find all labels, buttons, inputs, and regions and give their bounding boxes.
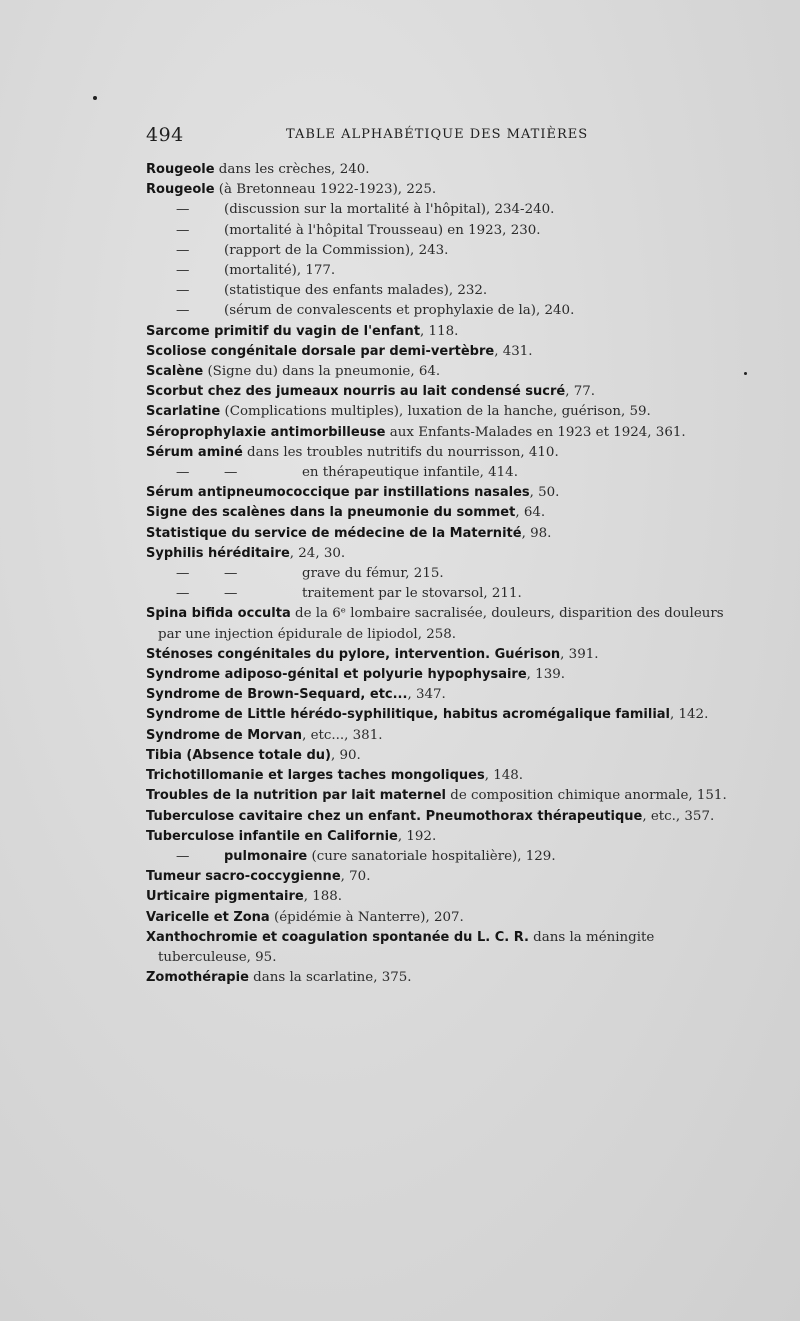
index-entry xyxy=(146,342,730,362)
entry-text: , 431. xyxy=(494,343,533,359)
entry-text: (à Bretonneau 1922-1923), 225. xyxy=(214,182,437,198)
entry-text: aux Enfants-Malades en 1923 et 1924, 361. xyxy=(385,424,686,440)
entry-keyword: Trichotillomanie et larges taches mongoliques xyxy=(146,768,485,784)
index-entry xyxy=(146,746,730,766)
index-entry xyxy=(146,685,730,705)
index-entry xyxy=(146,180,730,200)
index-entry xyxy=(146,322,730,342)
entry-keyword: Zomothérapie xyxy=(146,970,249,986)
entry-text: , 347. xyxy=(407,687,446,703)
index-entry xyxy=(146,887,730,907)
entry-keyword: Sérum antipneumococcique par instillations nasales xyxy=(146,485,530,501)
entry-text: , 391. xyxy=(560,646,599,662)
index-entry xyxy=(146,423,730,443)
entry-keyword: Scorbut chez des jumeaux nourris au lait condensé sucré xyxy=(146,384,566,400)
entry-text: , 192. xyxy=(397,828,437,844)
running-title: TABLE ALPHABÉTIQUE DES MATIÈRES xyxy=(286,127,589,142)
entry-keyword: Scalène xyxy=(146,364,204,380)
entry-keyword: Scarlatine xyxy=(146,404,221,420)
entry-text: , 90. xyxy=(330,747,361,763)
index-entry xyxy=(146,908,730,928)
entry-text: , 139. xyxy=(526,667,565,683)
ditto-dash: — xyxy=(176,242,190,258)
index-entry xyxy=(146,524,730,544)
entry-keyword: Rougeole xyxy=(146,182,215,198)
print-speck xyxy=(744,372,747,375)
index-entry xyxy=(146,604,730,644)
entry-text: (mortalité), 177. xyxy=(224,263,336,279)
index-entry xyxy=(146,827,730,847)
entry-text: (Complications multiples), luxation de la hanche, guérison, 59. xyxy=(220,404,651,420)
entry-keyword: Varicelle et Zona xyxy=(146,909,270,925)
entry-text: , 24, 30. xyxy=(289,545,346,561)
entry-text: dans les troubles nutritifs du nourrisson, 410. xyxy=(242,444,559,460)
index-entry xyxy=(146,968,730,988)
entry-text: dans les crèches, 240. xyxy=(214,162,370,177)
entry-keyword: Tuberculose infantile en Californie xyxy=(146,828,398,844)
index-entry xyxy=(146,544,730,564)
entry-keyword: Séroprophylaxie antimorbilleuse xyxy=(146,424,386,440)
entry-keyword: Signe des scalènes dans la pneumonie du sommet xyxy=(146,505,516,521)
index-entry xyxy=(146,200,730,220)
index-entry xyxy=(146,705,730,725)
index-entry xyxy=(146,382,730,402)
entry-text: en thérapeutique infantile, 414. xyxy=(302,465,518,481)
ditto-dash: — xyxy=(176,283,190,299)
index-entry xyxy=(146,766,730,786)
entry-keyword: Syphilis héréditaire xyxy=(146,545,290,561)
entry-keyword: Tuberculose cavitaire chez un enfant. Pneumothorax thérapeutique xyxy=(146,808,643,824)
entry-text: , etc., 357. xyxy=(642,808,715,824)
entry-keyword: Sérum aminé xyxy=(146,444,243,460)
index-entry xyxy=(146,564,730,584)
index-entry xyxy=(146,665,730,685)
index-entry xyxy=(146,503,730,523)
entry-text: , 77. xyxy=(565,384,596,400)
ditto-dash: — xyxy=(176,465,190,481)
entry-text: dans la scarlatine, 375. xyxy=(248,970,412,986)
ditto-dash: — xyxy=(176,202,190,218)
entry-keyword: Urticaire pigmentaire xyxy=(146,889,304,905)
entry-keyword: Xanthochromie et coagulation spontanée du L. C. R. xyxy=(146,929,529,945)
entry-text: dans la méningite tuberculeuse, 95. xyxy=(158,929,655,965)
ditto-dash: — xyxy=(176,566,190,582)
entry-text: grave du fémur, 215. xyxy=(302,566,444,582)
entry-text: (épidémie à Nanterre), 207. xyxy=(269,909,464,925)
entry-keyword: Scoliose congénitale dorsale par demi-vertèbre xyxy=(146,343,495,359)
entry-keyword: Sarcome primitif du vagin de l'enfant xyxy=(146,323,421,339)
entry-keyword: Sténoses congénitales du pylore, intervention. Guérison xyxy=(146,646,561,662)
entry-text: , 64. xyxy=(515,505,546,521)
index-entry xyxy=(146,786,730,806)
index-entry xyxy=(146,402,730,422)
entry-keyword: Syndrome de Brown-Sequard, etc... xyxy=(146,687,408,703)
index-entry xyxy=(146,867,730,887)
index-entry xyxy=(146,160,730,180)
entry-text: (mortalité à l'hôpital Trousseau) en 1923, 230. xyxy=(224,222,541,238)
page-header xyxy=(146,124,726,146)
entry-text: , 50. xyxy=(529,485,560,501)
entry-keyword: Syndrome adiposo-génital et polyurie hypophysaire xyxy=(146,667,527,683)
index-entry xyxy=(146,463,730,483)
index-entry xyxy=(146,362,730,382)
entry-text: de composition chimique anormale, 151. xyxy=(445,788,727,804)
entry-text: , 118. xyxy=(420,323,459,339)
entry-text: (sérum de convalescents et prophylaxie de la), 240. xyxy=(224,303,575,319)
entry-text: , 142. xyxy=(670,707,709,723)
entry-keyword: Syndrome de Morvan xyxy=(146,727,303,743)
ditto-dash: — xyxy=(224,586,238,602)
index-entry xyxy=(146,584,730,604)
entry-text: (rapport de la Commission), 243. xyxy=(224,242,449,258)
entry-keyword: pulmonaire xyxy=(224,848,308,864)
entry-text: (cure sanatoriale hospitalière), 129. xyxy=(307,848,556,864)
entry-text: traitement par le stovarsol, 211. xyxy=(302,586,522,602)
index-entry xyxy=(146,645,730,665)
entry-keyword: Rougeole xyxy=(146,162,215,177)
entry-text: (discussion sur la mortalité à l'hôpital), 234-240. xyxy=(224,202,555,218)
index-entry xyxy=(146,726,730,746)
index-entry xyxy=(146,483,730,503)
entry-keyword: Tumeur sacro-coccygienne xyxy=(146,869,341,885)
index-entry xyxy=(146,221,730,241)
entry-keyword: Troubles de la nutrition par lait maternel xyxy=(146,788,446,804)
alphabetical-index xyxy=(146,160,730,988)
ditto-dash: — xyxy=(176,848,190,864)
entry-text: , etc..., 381. xyxy=(302,727,383,743)
entry-text: de la 6ᵉ lombaire sacralisée, douleurs, disparition des douleurs par une injection épidurale de lipiodol, 258. xyxy=(158,606,724,642)
entry-keyword: Spina bifida occulta xyxy=(146,606,291,622)
print-speck xyxy=(93,96,97,100)
entry-keyword: Syndrome de Little hérédo-syphilitique, habitus acromégalique familial xyxy=(146,707,670,723)
index-entry xyxy=(146,807,730,827)
index-entry xyxy=(146,301,730,321)
entry-text: , 148. xyxy=(484,768,524,784)
ditto-dash: — xyxy=(176,303,190,319)
ditto-dash: — xyxy=(176,263,190,279)
ditto-dash: — xyxy=(224,465,238,481)
entry-text: , 188. xyxy=(303,889,343,905)
page-number: 494 xyxy=(146,124,184,146)
index-entry xyxy=(146,443,730,463)
index-entry xyxy=(146,241,730,261)
index-entry xyxy=(146,847,730,867)
entry-keyword: Statistique du service de médecine de la Maternité xyxy=(146,525,522,541)
entry-text: (statistique des enfants malades), 232. xyxy=(224,283,488,299)
entry-text: (Signe du) dans la pneumonie, 64. xyxy=(203,364,441,380)
entry-text: , 98. xyxy=(521,525,552,541)
ditto-dash: — xyxy=(176,586,190,602)
index-entry xyxy=(146,281,730,301)
entry-keyword: Tibia (Absence totale du) xyxy=(146,747,331,763)
index-entry xyxy=(146,261,730,281)
ditto-dash: — xyxy=(176,222,190,238)
ditto-dash: — xyxy=(224,566,238,582)
entry-text: , 70. xyxy=(340,869,371,885)
index-entry xyxy=(146,928,730,968)
